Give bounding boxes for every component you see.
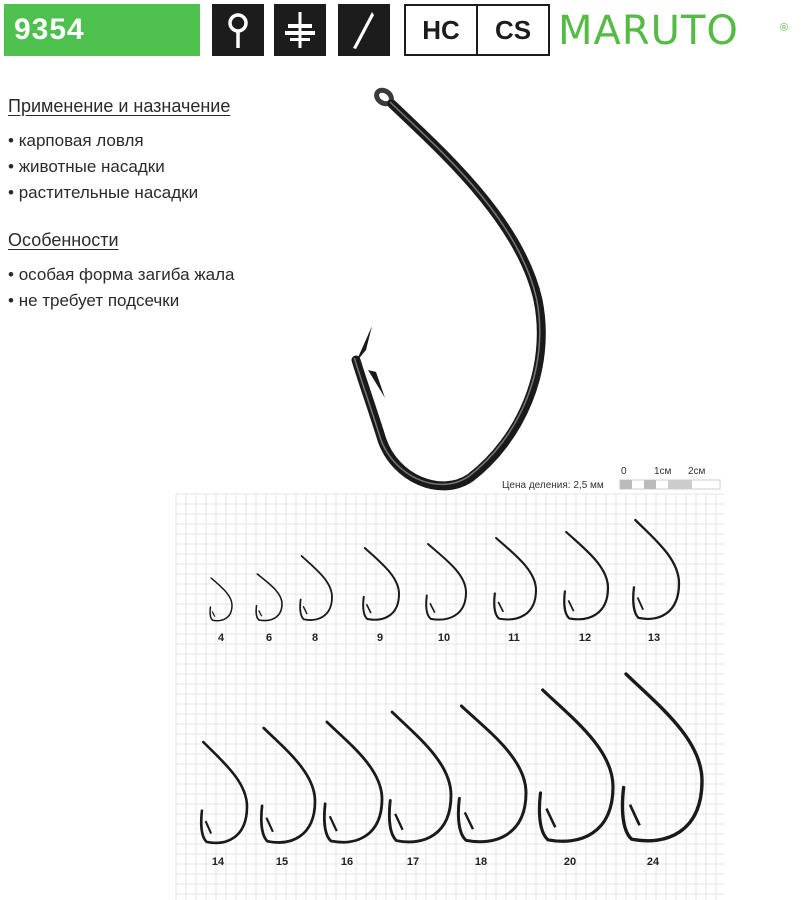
list-item: • карповая ловля — [8, 131, 144, 150]
size-hook — [494, 538, 536, 619]
size-hook — [539, 690, 613, 841]
registered-mark: ® — [780, 22, 789, 34]
size-hook-barb — [303, 606, 307, 614]
size-hook-barb — [568, 600, 573, 611]
size-hook-barb — [212, 611, 215, 616]
size-hook-barb — [259, 610, 262, 616]
list-item: • животные насадки — [8, 157, 165, 176]
size-hook-barb — [367, 604, 371, 613]
list-item: • особая форма загиба жала — [8, 265, 235, 284]
size-label: 9 — [376, 632, 384, 644]
size-hook — [622, 674, 702, 841]
size-label: 14 — [211, 856, 225, 868]
size-label: 18 — [474, 856, 488, 868]
size-hook-barb — [498, 602, 503, 612]
application-title: Применение и назначение — [8, 96, 231, 116]
size-hook-barb — [465, 812, 473, 829]
badge-cs: CS — [476, 4, 550, 56]
brand-logo: MARUTO — [558, 8, 739, 54]
size-hook — [564, 532, 608, 619]
size-hook-barb — [330, 816, 337, 831]
size-hook — [300, 556, 332, 620]
size-label: 11 — [508, 632, 520, 644]
size-hook-barb — [430, 603, 435, 612]
scale-division-label: Цена деления: 2,5 мм — [502, 480, 604, 491]
size-label: 17 — [406, 856, 420, 868]
scale-tick-0: 0 — [621, 466, 627, 477]
badge-hc: HC — [404, 4, 478, 56]
application-list — [8, 128, 198, 206]
scale-tick-2: 2см — [688, 466, 706, 477]
size-hook-barb — [630, 805, 640, 826]
features-title: Особенности — [8, 230, 119, 250]
list-item: • растительные насадки — [8, 183, 199, 202]
features-list — [8, 262, 234, 314]
size-hook — [426, 544, 466, 620]
size-hook-barb — [638, 598, 644, 610]
size-label: 8 — [311, 632, 319, 644]
size-hook — [324, 722, 382, 842]
size-hook — [633, 520, 679, 619]
size-hook-barb — [395, 814, 402, 830]
size-label: 4 — [217, 632, 225, 644]
size-hook — [458, 706, 526, 842]
size-label: 6 — [265, 632, 273, 644]
size-label: 12 — [578, 632, 592, 644]
size-label: 15 — [275, 856, 289, 868]
size-hook — [389, 712, 451, 842]
size-hook-barb — [546, 809, 555, 828]
size-hook — [261, 728, 315, 842]
size-hook — [256, 574, 282, 621]
size-label: 13 — [647, 632, 661, 644]
size-hook — [201, 742, 247, 843]
ring-eye-icon — [212, 4, 264, 56]
model-number: 9354 — [4, 4, 200, 56]
sharp-point-icon — [338, 4, 390, 56]
size-label: 20 — [563, 856, 577, 868]
size-label: 24 — [646, 856, 660, 868]
size-hook-barb — [206, 821, 212, 833]
size-hook — [210, 578, 232, 621]
list-item: • не требует подсечки — [8, 291, 180, 310]
size-label: 16 — [340, 856, 354, 868]
flat-forged-icon — [274, 4, 326, 56]
size-hook-barb — [266, 818, 272, 832]
size-hook — [363, 548, 399, 620]
scale-tick-1: 1см — [654, 466, 672, 477]
size-label: 10 — [437, 632, 451, 644]
